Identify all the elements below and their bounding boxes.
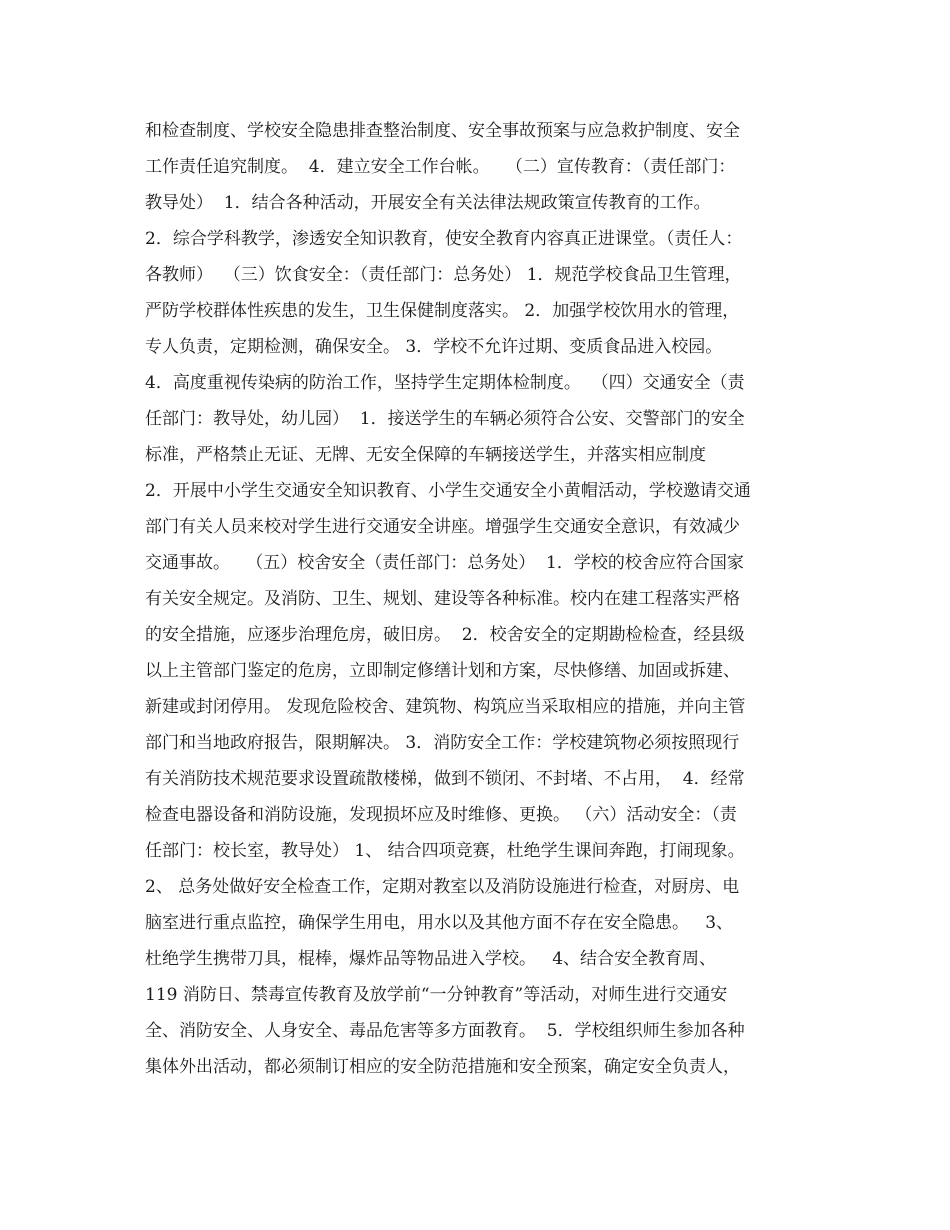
text-line: 严防学校群体性疾患的发生，卫生保健制度落实。 2．加强学校饮用水的管理， bbox=[145, 301, 740, 321]
body-text bbox=[145, 113, 815, 1085]
text-line: 部门有关人员来校对学生进行交通安全讲座。增强学生交通安全意识，有效减少 bbox=[145, 517, 740, 537]
text-line: 各教师） （三）饮食安全：（责任部门：总务处） 1．规范学校食品卫生管理， bbox=[145, 265, 742, 285]
text-line: 教导处） 1．结合各种活动，开展安全有关法律法规政策宣传教育的工作。 bbox=[145, 193, 711, 213]
text-line: 工作责任追究制度。 4．建立安全工作台帐。 （二）宣传教育：（责任部门： bbox=[145, 157, 736, 177]
text-line: 任部门：教导处，幼儿园） 1．接送学生的车辆必须符合公安、交警部门的安全 bbox=[145, 409, 745, 429]
text-line: 119 消防日、禁毒宣传教育及放学前“一分钟教育”等活动，对师生进行交通安 bbox=[145, 985, 728, 1005]
text-line: 脑室进行重点监控，确保学生用电，用水以及其他方面不存在安全隐患。 3、 bbox=[145, 913, 734, 933]
text-line: 部门和当地政府报告，限期解决。 3．消防安全工作：学校建筑物必须按照现行 bbox=[145, 733, 740, 753]
text-line: 专人负责，定期检测，确保安全。 3．学校不允许过期、变质食品进入校园。 bbox=[145, 337, 723, 357]
text-line: 2．开展中小学生交通安全知识教育、小学生交通安全小黄帽活动，学校邀请交通 bbox=[145, 481, 751, 501]
text-line: 有关安全规定。及消防、卫生、规划、建设等各种标准。校内在建工程落实严格 bbox=[145, 589, 740, 609]
text-line: 的安全措施，应逐步治理危房，破旧房。 2．校舍安全的定期勘检检查，经县级 bbox=[145, 625, 745, 645]
text-line: 全、消防安全、人身安全、毒品危害等多方面教育。 5．学校组织师生参加各种 bbox=[145, 1021, 745, 1041]
text-line: 新建或封闭停用。 发现危险校舍、建筑物、构筑应当采取相应的措施，并向主管 bbox=[145, 697, 746, 717]
text-line: 标准，严格禁止无证、无牌、无安全保障的车辆接送学生，并落实相应制度 bbox=[145, 445, 706, 465]
text-line: 和检查制度、学校安全隐患排查整治制度、安全事故预案与应急救护制度、安全 bbox=[145, 121, 740, 141]
text-line: 杜绝学生携带刀具，棍棒，爆炸品等物品进入学校。 4、结合安全教育周、 bbox=[145, 949, 717, 969]
text-line: 有关消防技术规范要求设置疏散楼梯，做到不锁闭、不封堵、不占用， 4．经常 bbox=[145, 769, 745, 789]
text-line: 任部门：校长室，教导处） 1、 结合四项竞赛，杜绝学生课间奔跑，打闹现象。 bbox=[145, 841, 745, 861]
text-line: 以上主管部门鉴定的危房，立即制定修缮计划和方案，尽快修缮、加固或拆建、 bbox=[145, 661, 740, 681]
text-line: 2、 总务处做好安全检查工作，定期对教室以及消防设施进行检查，对厨房、电 bbox=[145, 877, 740, 897]
text-line: 交通事故。 （五）校舍安全（责任部门：总务处） 1．学校的校舍应符合国家 bbox=[145, 553, 744, 573]
text-line: 检查电器设备和消防设施，发现损坏应及时维修、更换。 （六）活动安全：（责 bbox=[145, 805, 737, 825]
text-line: 4．高度重视传染病的防治工作，坚持学生定期体检制度。 （四）交通安全（责 bbox=[145, 373, 745, 393]
text-line: 集体外出活动，都必须制订相应的安全防范措施和安全预案，确定安全负责人， bbox=[145, 1057, 740, 1077]
text-line: 2．综合学科教学，渗透安全知识教育，使安全教育内容真正进课堂。（责任人： bbox=[145, 229, 743, 249]
